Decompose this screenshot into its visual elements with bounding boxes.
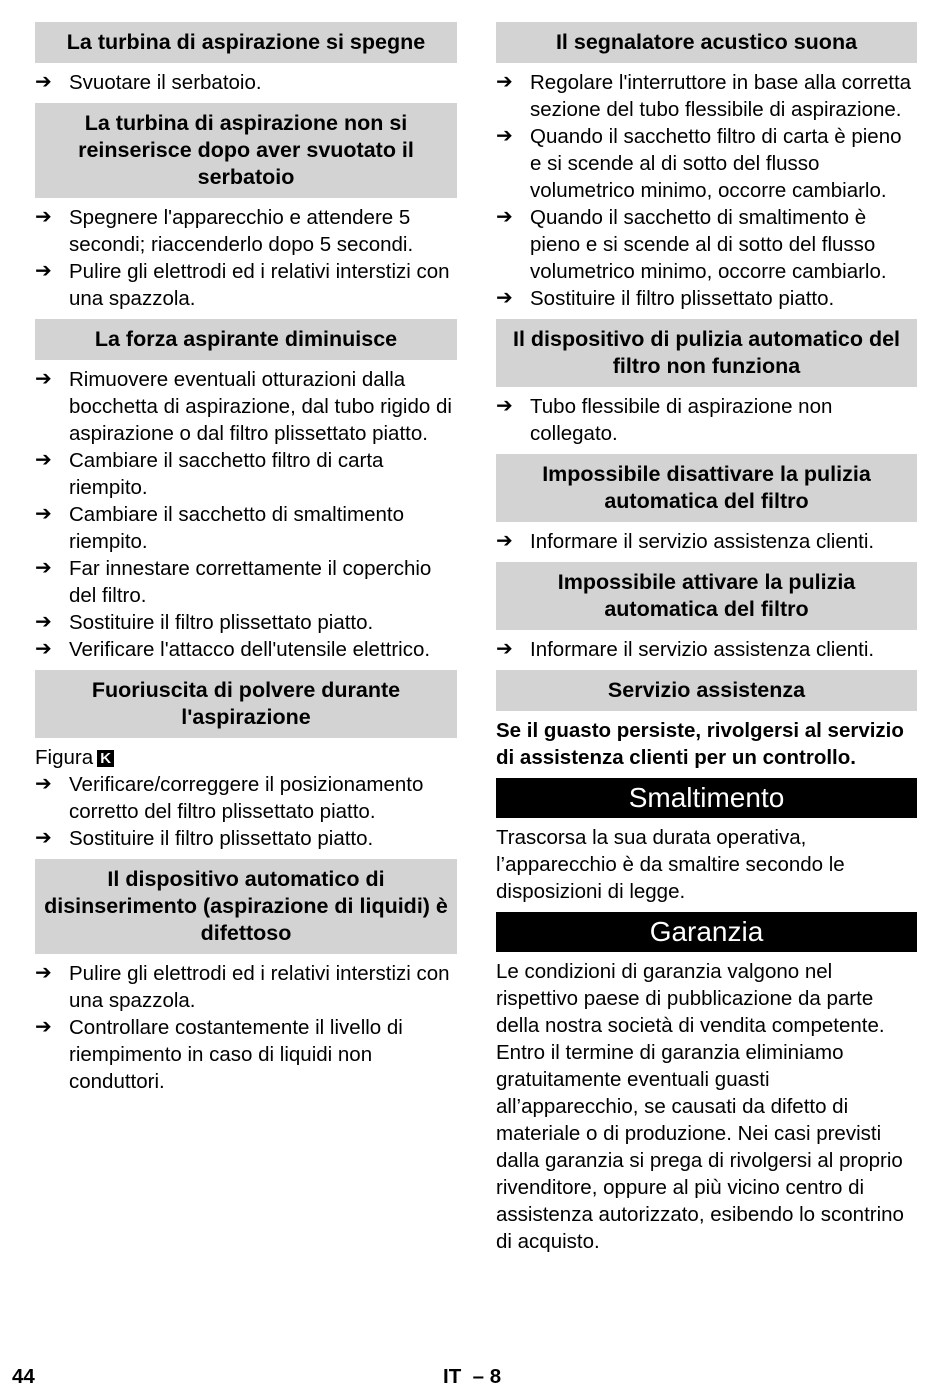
arrow-right-icon: ➔ xyxy=(35,368,52,390)
list-item: ➔ Regolare l'interruttore in base alla corretta sezione del tubo flessibile di aspirazione. xyxy=(496,71,912,121)
arrow-right-icon: ➔ xyxy=(496,638,513,660)
arrow-right-icon: ➔ xyxy=(35,557,52,579)
arrow-right-icon: ➔ xyxy=(35,449,52,471)
arrow-right-icon: ➔ xyxy=(35,71,52,93)
section-heading: La forza aspirante diminuisce xyxy=(35,319,457,360)
figure-letter-badge: K xyxy=(97,750,114,767)
arrow-right-icon: ➔ xyxy=(496,206,513,228)
arrow-right-icon: ➔ xyxy=(35,962,52,984)
list-item: ➔ Informare il servizio assistenza clienti. xyxy=(496,638,875,661)
arrow-right-icon: ➔ xyxy=(496,395,513,417)
list-item: ➔ Rimuovere eventuali otturazioni dalla bocchetta di aspirazione, dal tubo rigido di aspirazione o dal filtro plissettato piatto. xyxy=(35,368,452,445)
arrow-right-icon: ➔ xyxy=(496,530,513,552)
list-item: ➔ Informare il servizio assistenza clienti. xyxy=(496,530,875,553)
instruction-list xyxy=(496,69,917,312)
list-item: ➔ Pulire gli elettrodi ed i relativi interstizi con una spazzola. xyxy=(35,260,450,310)
page-number: 44 xyxy=(12,1365,35,1388)
arrow-right-icon: ➔ xyxy=(35,611,52,633)
section-heading: Servizio assistenza xyxy=(496,670,917,711)
instruction-list xyxy=(496,393,917,447)
warranty-text: Le condizioni di garanzia valgono nel rispettivo paese di pubblicazione da parte della nostra società di vendita competente. Entro il termine di garanzia eliminiamo gratuitamente eventuali guasti all’apparecchio, se causati da difetto di materiale o di produzione. Nei casi previsti dalla garanzia si prega di rivolgersi al proprio rivenditore, oppure al più vicino centro di assistenza autorizzato, esibendo lo scontrino di acquisto. xyxy=(496,960,904,1253)
arrow-right-icon: ➔ xyxy=(496,287,513,309)
list-item: ➔ Verificare l'attacco dell'utensile elettrico. xyxy=(35,638,431,661)
list-item: ➔ Sostituire il filtro plissettato piatto. xyxy=(35,611,374,634)
list-item: ➔ Tubo flessibile di aspirazione non collegato. xyxy=(496,395,833,445)
arrow-right-icon: ➔ xyxy=(496,125,513,147)
left-column xyxy=(35,22,457,1102)
instruction-list xyxy=(35,960,457,1095)
section-heading: La turbina di aspirazione non si reinserisce dopo aver svuotato il serbatoio xyxy=(35,103,457,198)
section-heading: Il dispositivo di pulizia automatico del filtro non funziona xyxy=(496,319,917,387)
arrow-right-icon: ➔ xyxy=(35,503,52,525)
arrow-right-icon: ➔ xyxy=(35,638,52,660)
list-item: ➔ Controllare costantemente il livello di riempimento in caso di liquidi non conduttori. xyxy=(35,1016,403,1093)
arrow-right-icon: ➔ xyxy=(35,260,52,282)
chapter-heading: Garanzia xyxy=(496,912,917,952)
section-heading: Il segnalatore acustico suona xyxy=(496,22,917,63)
instruction-list xyxy=(496,636,917,663)
list-item: ➔ Spegnere l'apparecchio e attendere 5 secondi; riaccenderlo dopo 5 secondi. xyxy=(35,206,414,256)
list-item: ➔ Far innestare correttamente il coperchio del filtro. xyxy=(35,557,432,607)
section-heading: Fuoriuscita di polvere durante l'aspirazione xyxy=(35,670,457,738)
instruction-list xyxy=(35,771,457,852)
figure-reference: Figura K xyxy=(35,744,457,771)
section-heading: Impossibile disattivare la pulizia automatica del filtro xyxy=(496,454,917,522)
arrow-right-icon: ➔ xyxy=(496,71,513,93)
arrow-right-icon: ➔ xyxy=(35,773,52,795)
section-heading: Il dispositivo automatico di disinserimento (aspirazione di liquidi) è difettoso xyxy=(35,859,457,954)
right-column xyxy=(496,22,917,1262)
instruction-list xyxy=(35,69,457,96)
service-note: Se il guasto persiste, rivolgersi al servizio di assistenza clienti per un controllo. xyxy=(496,719,904,769)
chapter-heading: Smaltimento xyxy=(496,778,917,818)
list-item: ➔ Sostituire il filtro plissettato piatto. xyxy=(35,827,374,850)
list-item: ➔ Verificare/correggere il posizionamento corretto del filtro plissettato piatto. xyxy=(35,773,424,823)
list-item: ➔ Sostituire il filtro plissettato piatto. xyxy=(496,287,835,310)
list-item: ➔ Svuotare il serbatoio. xyxy=(35,71,262,94)
arrow-right-icon: ➔ xyxy=(35,206,52,228)
disposal-text: Trascorsa la sua durata operativa, l’apparecchio è da smaltire secondo le disposizioni di legge. xyxy=(496,826,845,903)
list-item: ➔ Cambiare il sacchetto di smaltimento riempito. xyxy=(35,503,404,553)
language-section-page: IT – 8 xyxy=(443,1365,502,1388)
section-heading: Impossibile attivare la pulizia automatica del filtro xyxy=(496,562,917,630)
list-item: ➔ Pulire gli elettrodi ed i relativi interstizi con una spazzola. xyxy=(35,962,450,1012)
instruction-list xyxy=(496,528,917,555)
arrow-right-icon: ➔ xyxy=(35,1016,52,1038)
arrow-right-icon: ➔ xyxy=(35,827,52,849)
list-item: ➔ Quando il sacchetto filtro di carta è pieno e si scende al di sotto del flusso volumetrico minimo, occorre cambiarlo. xyxy=(496,125,902,202)
instruction-list xyxy=(35,204,457,312)
list-item: ➔ Cambiare il sacchetto filtro di carta riempito. xyxy=(35,449,384,499)
section-heading: La turbina di aspirazione si spegne xyxy=(35,22,457,63)
instruction-list xyxy=(35,366,457,663)
list-item: ➔ Quando il sacchetto di smaltimento è pieno e si scende al di sotto del flusso volumetrico minimo, occorre cambiarlo. xyxy=(496,206,887,283)
